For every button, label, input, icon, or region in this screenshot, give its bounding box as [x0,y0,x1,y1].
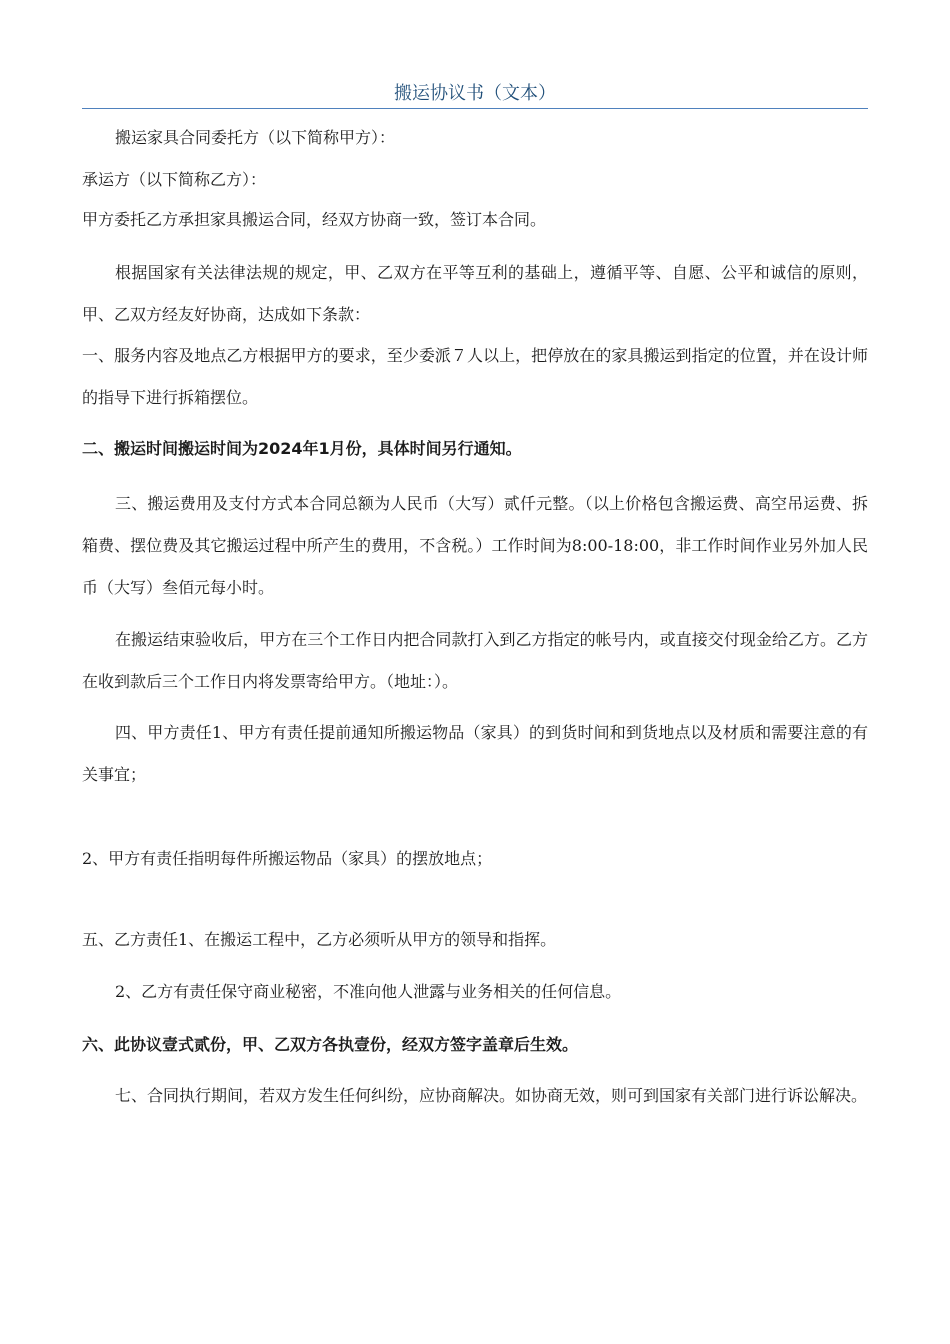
paragraph-section-4-1: 四、甲方责任1、甲方有责任提前通知所搬运物品（家具）的到货时间和到货地点以及材质和需要注意的有关事宜； [82,723,868,784]
paragraph-carrier: 承运方（以下简称乙方）： [82,170,267,189]
title-underline [82,108,868,109]
paragraph-intro: 甲方委托乙方承担家具搬运合同，经双方协商一致，签订本合同。 [82,210,547,229]
paragraph-section-5-2: 2、乙方有责任保守商业秘密，不准向他人泄露与业务相关的任何信息。 [115,982,622,1001]
paragraph-section-6: 六、此协议壹式贰份，甲、乙双方各执壹份，经双方签字盖章后生效。 [82,1035,579,1054]
paragraph-basis: 根据国家有关法律法规的规定，甲、乙双方在平等互利的基础上，遵循平等、自愿、公平和诚信的原则，甲、乙双方经友好协商，达成如下条款： [82,263,868,324]
paragraph-section-5-1: 五、乙方责任1、在搬运工程中，乙方必须听从甲方的领导和指挥。 [82,930,557,949]
document-title: 搬运协议书（文本） [394,83,556,104]
paragraph-section-7: 七、合同执行期间，若双方发生任何纠纷，应协商解决。如协商无效，则可到国家有关部门进行诉讼解决。 [115,1086,868,1105]
paragraph-client: 搬运家具合同委托方（以下简称甲方）： [115,128,396,147]
paragraph-section-3: 三、搬运费用及支付方式本合同总额为人民币（大写）贰仟元整。（以上价格包含搬运费、高空吊运费、拆箱费、摆位费及其它搬运过程中所产生的费用，不含税。）工作时间为8:00-18:00，非工作时间作业另外加人民币（大写）叁佰元每小时。 [82,494,868,597]
paragraph-payment: 在搬运结束验收后，甲方在三个工作日内把合同款打入到乙方指定的帐号内，或直接交付现金给乙方。乙方在收到款后三个工作日内将发票寄给甲方。（地址：）。 [82,630,868,691]
paragraph-section-4-2: 2、甲方有责任指明每件所搬运物品（家具）的摆放地点； [82,849,493,868]
paragraph-section-1: 一、服务内容及地点乙方根据甲方的要求，至少委派７人以上，把停放在的家具搬运到指定的位置，并在设计师的指导下进行拆箱摆位。 [82,346,868,407]
paragraph-section-2: 二、搬运时间搬运时间为2024年1月份，具体时间另行通知。 [82,439,522,458]
